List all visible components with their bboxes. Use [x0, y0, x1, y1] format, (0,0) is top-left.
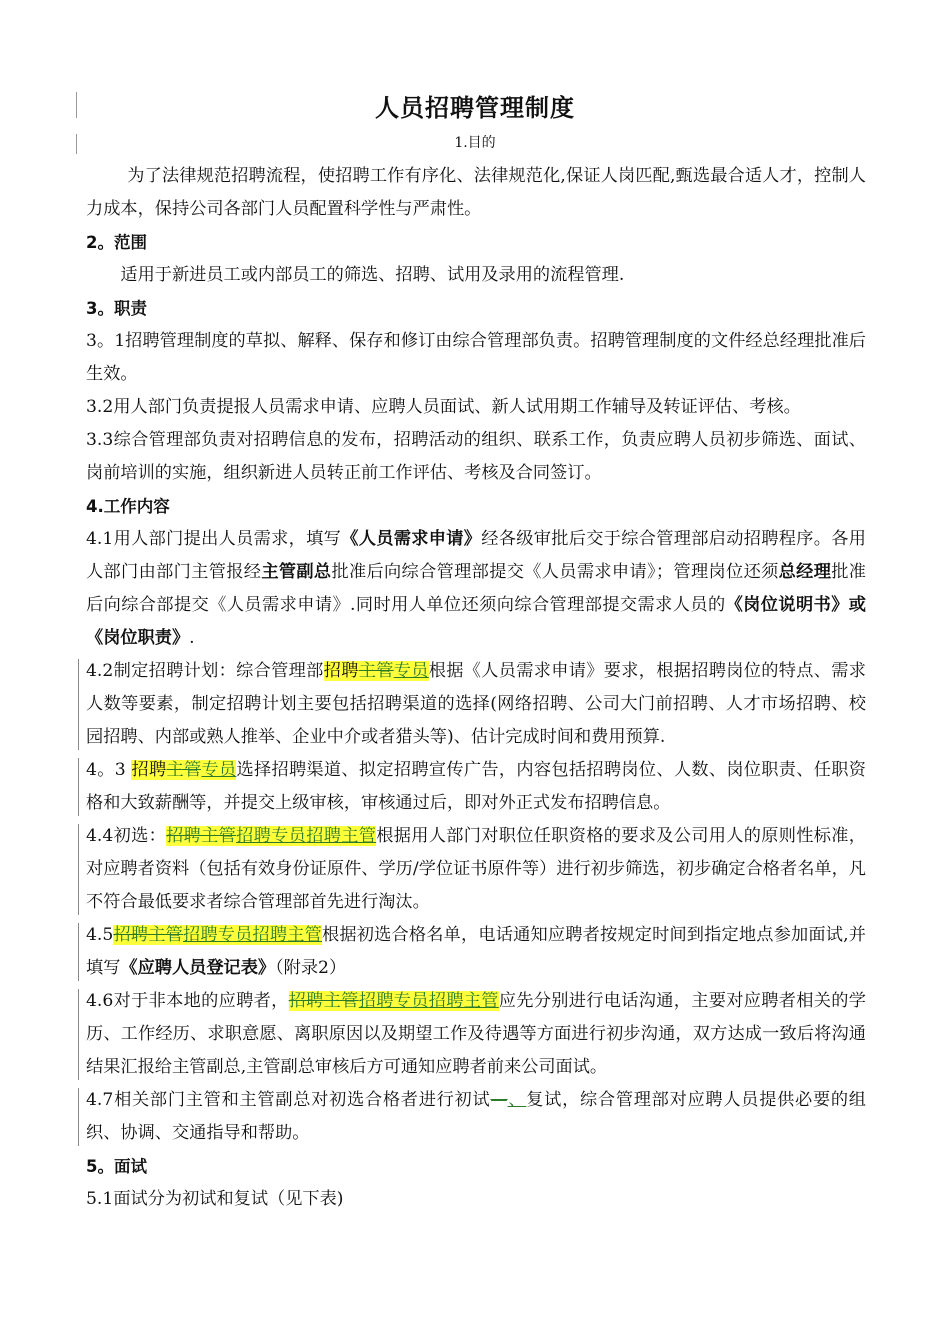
- paragraph-4-1: [86, 523, 866, 655]
- section-work-heading: 4.工作内容: [86, 497, 170, 516]
- paragraph-5-1: 5.1面试分为初试和复试（见下表): [86, 1189, 344, 1209]
- text-run: 复试，综合管理部对应聘人员提供必要的组织、协调、交通指导和帮助。: [86, 1090, 866, 1143]
- inserted-run: 招聘专员: [236, 826, 307, 846]
- text-run: 批准后向综合管理部提交《人员需求申请》；管理岗位还须: [331, 562, 779, 582]
- inserted-run: 招聘主管: [252, 925, 323, 945]
- text-run: 4.4初选：: [86, 826, 167, 846]
- inserted-run: 专员: [393, 661, 429, 681]
- text-run: .: [189, 628, 195, 648]
- section-duty-heading: 3。职责: [86, 299, 147, 318]
- paragraph-4-4: [86, 820, 866, 919]
- text-run: 根据用人部门对职位任职资格的要求及公司用人的原则性标准，对应聘者资料（包括有效身份证原件、学历/学位证书原件等）进行初步筛选，初步确定合格者名单，凡不符合最低要求者综合管理部首先进行淘汰。: [86, 826, 866, 912]
- paragraph-3-3: 3.3综合管理部负责对招聘信息的发布，招聘活动的组织、联系工作，负责应聘人员初步筛选、面试、岗前培训的实施，组织新进人员转正前工作评估、考核及合同签订。: [86, 430, 866, 483]
- bold-run: 《人员需求申请》: [341, 529, 482, 549]
- text-run: 根据《人员需求申请》要求，根据招聘岗位的特点、需求人数等要素，制定招聘计划主要包括招聘渠道的选择(网络招聘、公司大门前招聘、人才市场招聘、校园招聘、内部或熟人推举、企业中介或者猎头等)、估计完成时间和费用预算.: [86, 661, 866, 747]
- paragraph-purpose: 为了法律规范招聘流程，使招聘工作有序化、法律规范化,保证人岗匹配,甄选最合适人才，控制人力成本，保持公司各部门人员配置科学性与严肃性。: [86, 166, 866, 219]
- deleted-run: 主管: [358, 661, 394, 681]
- document-title: 人员招聘管理制度: [375, 94, 575, 122]
- text-run: 根据初选合格名单，电话通知应聘者按规定时间到指定地点参加面试,并填写: [86, 925, 866, 978]
- highlight-run: 招聘: [131, 760, 167, 780]
- inserted-run: 招聘专员: [183, 925, 253, 945]
- paragraph-3-1: 3。1招聘管理制度的草拟、解释、保存和修订由综合管理部负责。招聘管理制度的文件经总经理批准后生效。: [86, 331, 866, 384]
- deleted-run: —: [490, 1090, 508, 1110]
- text-run: 4.6对于非本地的应聘者，: [86, 991, 289, 1011]
- text-run: 选择招聘渠道、拟定招聘宣传广告，内容包括招聘岗位、人数、岗位职责、任职资格和大致薪酬等，并提交上级审核，审核通过后，即对外正式发布招聘信息。: [86, 760, 866, 813]
- paragraph-4-2: [86, 655, 866, 754]
- section-interview-heading: 5。面试: [86, 1157, 147, 1176]
- text-run: 4。3: [86, 760, 132, 780]
- text-run: 应先分别进行电话沟通，主要对应聘者相关的学历、工作经历、求职意愿、离职原因以及期望工作及待遇等方面进行初步沟通，双方达成一致后将沟通结果汇报给主管副总,主管副总审核后方可通知应聘者前来公司面试。: [86, 991, 866, 1077]
- paragraph-4-6: [86, 985, 866, 1084]
- text-run: 批准后向综合部提交《人员需求申请》.同时用人单位还须向综合管理部提交需求人员的: [86, 562, 866, 615]
- text-run: 4.7相关部门主管和主管副总对初选合格者进行初试: [86, 1090, 491, 1110]
- deleted-run: 招聘主管: [113, 925, 184, 945]
- document-body: [86, 160, 866, 1216]
- highlight-run: 招聘: [323, 661, 359, 681]
- deleted-run: 招聘主管: [166, 826, 237, 846]
- inserted-run: 、: [507, 1090, 527, 1110]
- text-run: 4.1用人部门提出人员需求，填写: [86, 529, 342, 549]
- inserted-run: 专员: [201, 760, 237, 780]
- text-run: 4.5: [86, 925, 114, 945]
- section-purpose-heading: 1.目的: [454, 135, 496, 151]
- paragraph-4-7: [86, 1084, 866, 1150]
- inserted-run: 招聘专员: [358, 991, 429, 1011]
- inserted-run: 招聘主管: [306, 826, 377, 846]
- bold-run: 主管副总: [261, 562, 332, 582]
- deleted-run: 主管: [166, 760, 202, 780]
- paragraph-3-2: 3.2用人部门负责提报人员需求申请、应聘人员面试、新人试用期工作辅导及转证评估、考核。: [86, 397, 801, 417]
- bold-run: 总经理: [778, 562, 832, 582]
- text-run: （附录2）: [275, 958, 347, 978]
- text-run: 4.2制定招聘计划：综合管理部: [86, 661, 324, 681]
- paragraph-4-3: [86, 754, 866, 820]
- paragraph-4-5: [86, 919, 866, 985]
- paragraph-scope: 适用于新进员工或内部员工的筛选、招聘、试用及录用的流程管理.: [120, 265, 625, 285]
- section-scope-heading: 2。范围: [86, 233, 147, 252]
- deleted-run: 招聘主管: [288, 991, 359, 1011]
- inserted-run: 招聘主管: [428, 991, 499, 1011]
- text-run: 经各级审批后交于综合管理部启动招聘程序。各用人部门由部门主管报经: [86, 529, 866, 582]
- bold-run: 《应聘人员登记表》: [120, 958, 276, 978]
- bold-run: 《岗位说明书》或《岗位职责》: [86, 595, 866, 648]
